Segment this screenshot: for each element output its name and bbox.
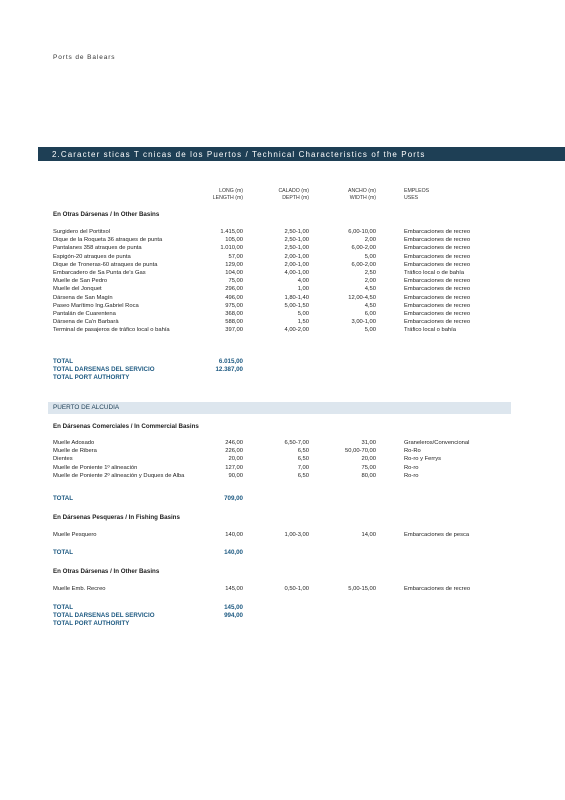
banner-title: 2.Caracter sticas T cnicas de los Puertos / Technical Characteristics of the Ports [52, 150, 426, 159]
cell-width: 2,00 [364, 278, 376, 285]
cell-width: 4,50 [364, 302, 376, 309]
cell-depth: 4,00-2,00 [284, 327, 309, 334]
cell-length: 140,00 [225, 532, 243, 538]
col-depth-en: DEPTH (m) [282, 195, 309, 201]
cell-uses: Embarcaciones de recreo [404, 237, 471, 244]
table-row [0, 261, 565, 269]
cell-depth: 2,50-1,00 [284, 229, 309, 235]
cell-depth: 6,50 [297, 472, 309, 479]
cell-name: Dientes [53, 456, 73, 463]
cell-length: 90,00 [228, 472, 243, 479]
col-length-es: LONG (m) [219, 188, 243, 194]
cell-uses: Ro-Ro [404, 448, 421, 455]
cell-depth: 1,80-1,40 [284, 294, 309, 301]
section-banner [38, 147, 565, 161]
cell-length: 1.010,00 [220, 245, 243, 252]
cell-uses: Embarcaciones de recreo [404, 253, 471, 260]
table-row [0, 253, 565, 261]
cell-uses: Embarcaciones de recreo [404, 311, 471, 317]
cell-width: 2,50 [364, 270, 376, 276]
cell-length: 1.415,00 [220, 229, 243, 235]
cell-name: Muelle de Poniente 1º alineación [53, 464, 138, 471]
cell-name: Paseo Marítimo Ing.Gabriel Roca [53, 302, 139, 309]
cell-length: 397,00 [225, 327, 243, 334]
cell-depth: 2,00-1,00 [284, 253, 309, 260]
cell-length: 975,00 [225, 302, 243, 309]
cell-uses: Embarcaciones de recreo [404, 294, 471, 301]
cell-length: 296,00 [225, 286, 243, 293]
port-band [48, 402, 511, 414]
section-title: En Otras Dársenas / In Other Basins [53, 211, 160, 218]
cell-uses: Tráfico local o bahía [404, 327, 456, 334]
table-row [0, 318, 565, 326]
cell-name: Espigón-20 atraques de punta [53, 253, 131, 260]
total-label: TOTAL [53, 495, 74, 502]
cell-width: 12,00-4,50 [348, 294, 376, 301]
cell-width: 3,00-1,00 [351, 319, 376, 326]
cell-depth: 7,00 [297, 464, 309, 471]
total-authority-label: TOTAL PORT AUTHORITY [53, 374, 130, 381]
cell-uses: Embarcaciones de recreo [404, 245, 471, 252]
cell-name: Muelle de San Pedro [53, 278, 108, 285]
col-depth-es: CALADO (m) [278, 188, 309, 194]
port-name: PUERTO DE ALCUDIA [53, 404, 120, 411]
table-row [0, 326, 565, 334]
cell-depth: 2,00-1,00 [284, 261, 309, 268]
cell-length: 145,00 [225, 586, 243, 592]
table-row [0, 244, 565, 252]
table-row [0, 447, 565, 455]
total-darsenas-value: 12.387,00 [215, 366, 243, 373]
cell-length: 496,00 [225, 294, 243, 301]
cell-uses: Embarcaciones de pesca [404, 532, 470, 538]
cell-depth: 6,50-7,00 [284, 440, 309, 446]
col-uses-en: USES [404, 195, 419, 201]
table-row [0, 269, 565, 277]
cell-name: Embarcadero de Sa Punta de's Gas [53, 270, 146, 276]
section-title: En Otras Dársenas / In Other Basins [53, 568, 160, 575]
table-row [0, 294, 565, 302]
cell-uses: Embarcaciones de recreo [404, 286, 471, 293]
total-darsenas-label: TOTAL DARSENAS DEL SERVICIO [53, 366, 155, 373]
table-row [0, 464, 565, 472]
cell-length: 127,00 [225, 464, 243, 471]
cell-width: 14,00 [361, 532, 376, 538]
cell-width: 6,00-2,00 [351, 261, 376, 268]
total-value: 6.015,00 [218, 358, 243, 365]
cell-length: 57,00 [228, 253, 243, 260]
cell-uses: Embarcaciones de recreo [404, 302, 471, 309]
cell-width: 6,00 [364, 311, 376, 317]
cell-width: 6,00-2,00 [351, 245, 376, 252]
cell-name: Muelle de Ribera [53, 448, 97, 455]
cell-depth: 4,00 [297, 278, 309, 285]
cell-length: 104,00 [225, 270, 243, 276]
cell-depth: 5,00 [297, 311, 309, 317]
cell-uses: Ro-ro [404, 464, 419, 471]
cell-name: Dársena de San Magín [53, 294, 113, 301]
cell-width: 80,00 [361, 472, 376, 479]
cell-uses: Tráfico local o de bahía [404, 270, 465, 276]
col-width-header [348, 188, 376, 202]
cell-length: 588,00 [225, 319, 243, 326]
cell-length: 129,00 [225, 261, 243, 268]
cell-width: 20,00 [361, 456, 376, 463]
cell-uses: Embarcaciones de recreo [404, 261, 471, 268]
cell-name: Terminal de pasajeros de tráfico local o bahía [53, 327, 170, 334]
cell-name: Dique de Troneras-60 atraques de punta [53, 261, 158, 268]
table-row [0, 472, 565, 480]
cell-depth: 1,00-3,00 [284, 532, 309, 538]
cell-length: 20,00 [228, 456, 243, 463]
total-value: 709,00 [224, 495, 243, 502]
total-darsenas-label: TOTAL DARSENAS DEL SERVICIO [53, 612, 155, 619]
cell-uses: Graneleros/Convencional [404, 440, 470, 446]
cell-length: 368,00 [225, 311, 243, 317]
total-label: TOTAL [53, 358, 74, 365]
table-row [0, 455, 565, 463]
total-label: TOTAL [53, 549, 74, 556]
cell-name: Pantalán de Cuarentena [53, 311, 116, 317]
cell-width: 6,00-10,00 [348, 229, 376, 235]
cell-length: 105,00 [225, 237, 243, 244]
cell-uses: Embarcaciones de recreo [404, 586, 471, 592]
cell-name: Surgidero del Portitxol [53, 229, 111, 235]
col-width-en: WIDTH (m) [349, 195, 376, 201]
cell-depth: 2,50-1,00 [284, 237, 309, 244]
table-row [0, 439, 565, 447]
cell-uses: Ro-ro [404, 472, 419, 479]
cell-depth: 6,50 [297, 448, 309, 455]
cell-depth: 0,50-1,00 [284, 586, 309, 592]
col-uses-es: EMPLEOS [404, 188, 430, 194]
cell-depth: 1,00 [297, 286, 309, 293]
cell-width: 75,00 [361, 464, 376, 471]
cell-width: 31,00 [361, 440, 376, 446]
table-row [0, 531, 565, 539]
col-length-en: LENGTH (m) [212, 195, 243, 201]
total-darsenas-value: 994,00 [224, 612, 243, 619]
cell-uses: Embarcaciones de recreo [404, 278, 471, 285]
total-value: 145,00 [224, 604, 243, 611]
table-row [0, 236, 565, 244]
col-length-header [213, 188, 243, 202]
table-row [0, 228, 565, 236]
cell-length: 226,00 [225, 448, 243, 455]
cell-width: 5,00 [364, 253, 376, 260]
cell-length: 75,00 [228, 278, 243, 285]
cell-width: 4,50 [364, 286, 376, 293]
cell-name: Muelle Adosado [53, 440, 95, 446]
table-row [0, 310, 565, 318]
total-label: TOTAL [53, 604, 74, 611]
cell-uses: Ro-ro y Ferrys [404, 456, 442, 463]
col-depth-header [278, 188, 309, 202]
table-row [0, 277, 565, 285]
cell-name: Muelle Pesquero [53, 532, 97, 538]
cell-name: Pantalanes 358 atraques de punta [53, 245, 142, 252]
cell-depth: 4,00-1,00 [284, 270, 309, 276]
table-row [0, 585, 565, 593]
cell-name: Muelle del Jonquet [53, 286, 102, 293]
cell-depth: 6,50 [297, 456, 309, 463]
cell-name: Dársena de Ca'n Barbarà [53, 319, 119, 326]
cell-depth: 2,50-1,00 [284, 245, 309, 252]
cell-name: Dique de la Roqueta 36 atraques de punta [53, 237, 163, 244]
section-title: En Dársenas Pesqueras / In Fishing Basins [53, 514, 180, 521]
section-title: En Dársenas Comerciales / In Commercial Basins [53, 423, 199, 430]
cell-width: 50,00-70,00 [345, 448, 376, 455]
total-authority-label: TOTAL PORT AUTHORITY [53, 620, 130, 627]
cell-name: Muelle Emb. Recreo [53, 586, 106, 592]
cell-uses: Embarcaciones de recreo [404, 229, 471, 235]
total-value: 140,00 [224, 549, 243, 556]
header-title: Ports de Balears [53, 54, 116, 61]
cell-width: 5,00 [364, 327, 376, 334]
cell-depth: 5,00-1,50 [284, 302, 309, 309]
cell-depth: 1,50 [297, 319, 309, 326]
col-uses-header [404, 188, 429, 202]
cell-width: 2,00 [364, 237, 376, 244]
cell-uses: Embarcaciones de recreo [404, 319, 471, 326]
table-row [0, 285, 565, 293]
table-row [0, 302, 565, 310]
col-width-es: ANCHO (m) [348, 188, 376, 194]
cell-name: Muelle de Poniente 2º alineación y Duques de Alba [53, 472, 185, 479]
cell-length: 246,00 [225, 440, 243, 446]
cell-width: 5,00-15,00 [348, 586, 376, 592]
